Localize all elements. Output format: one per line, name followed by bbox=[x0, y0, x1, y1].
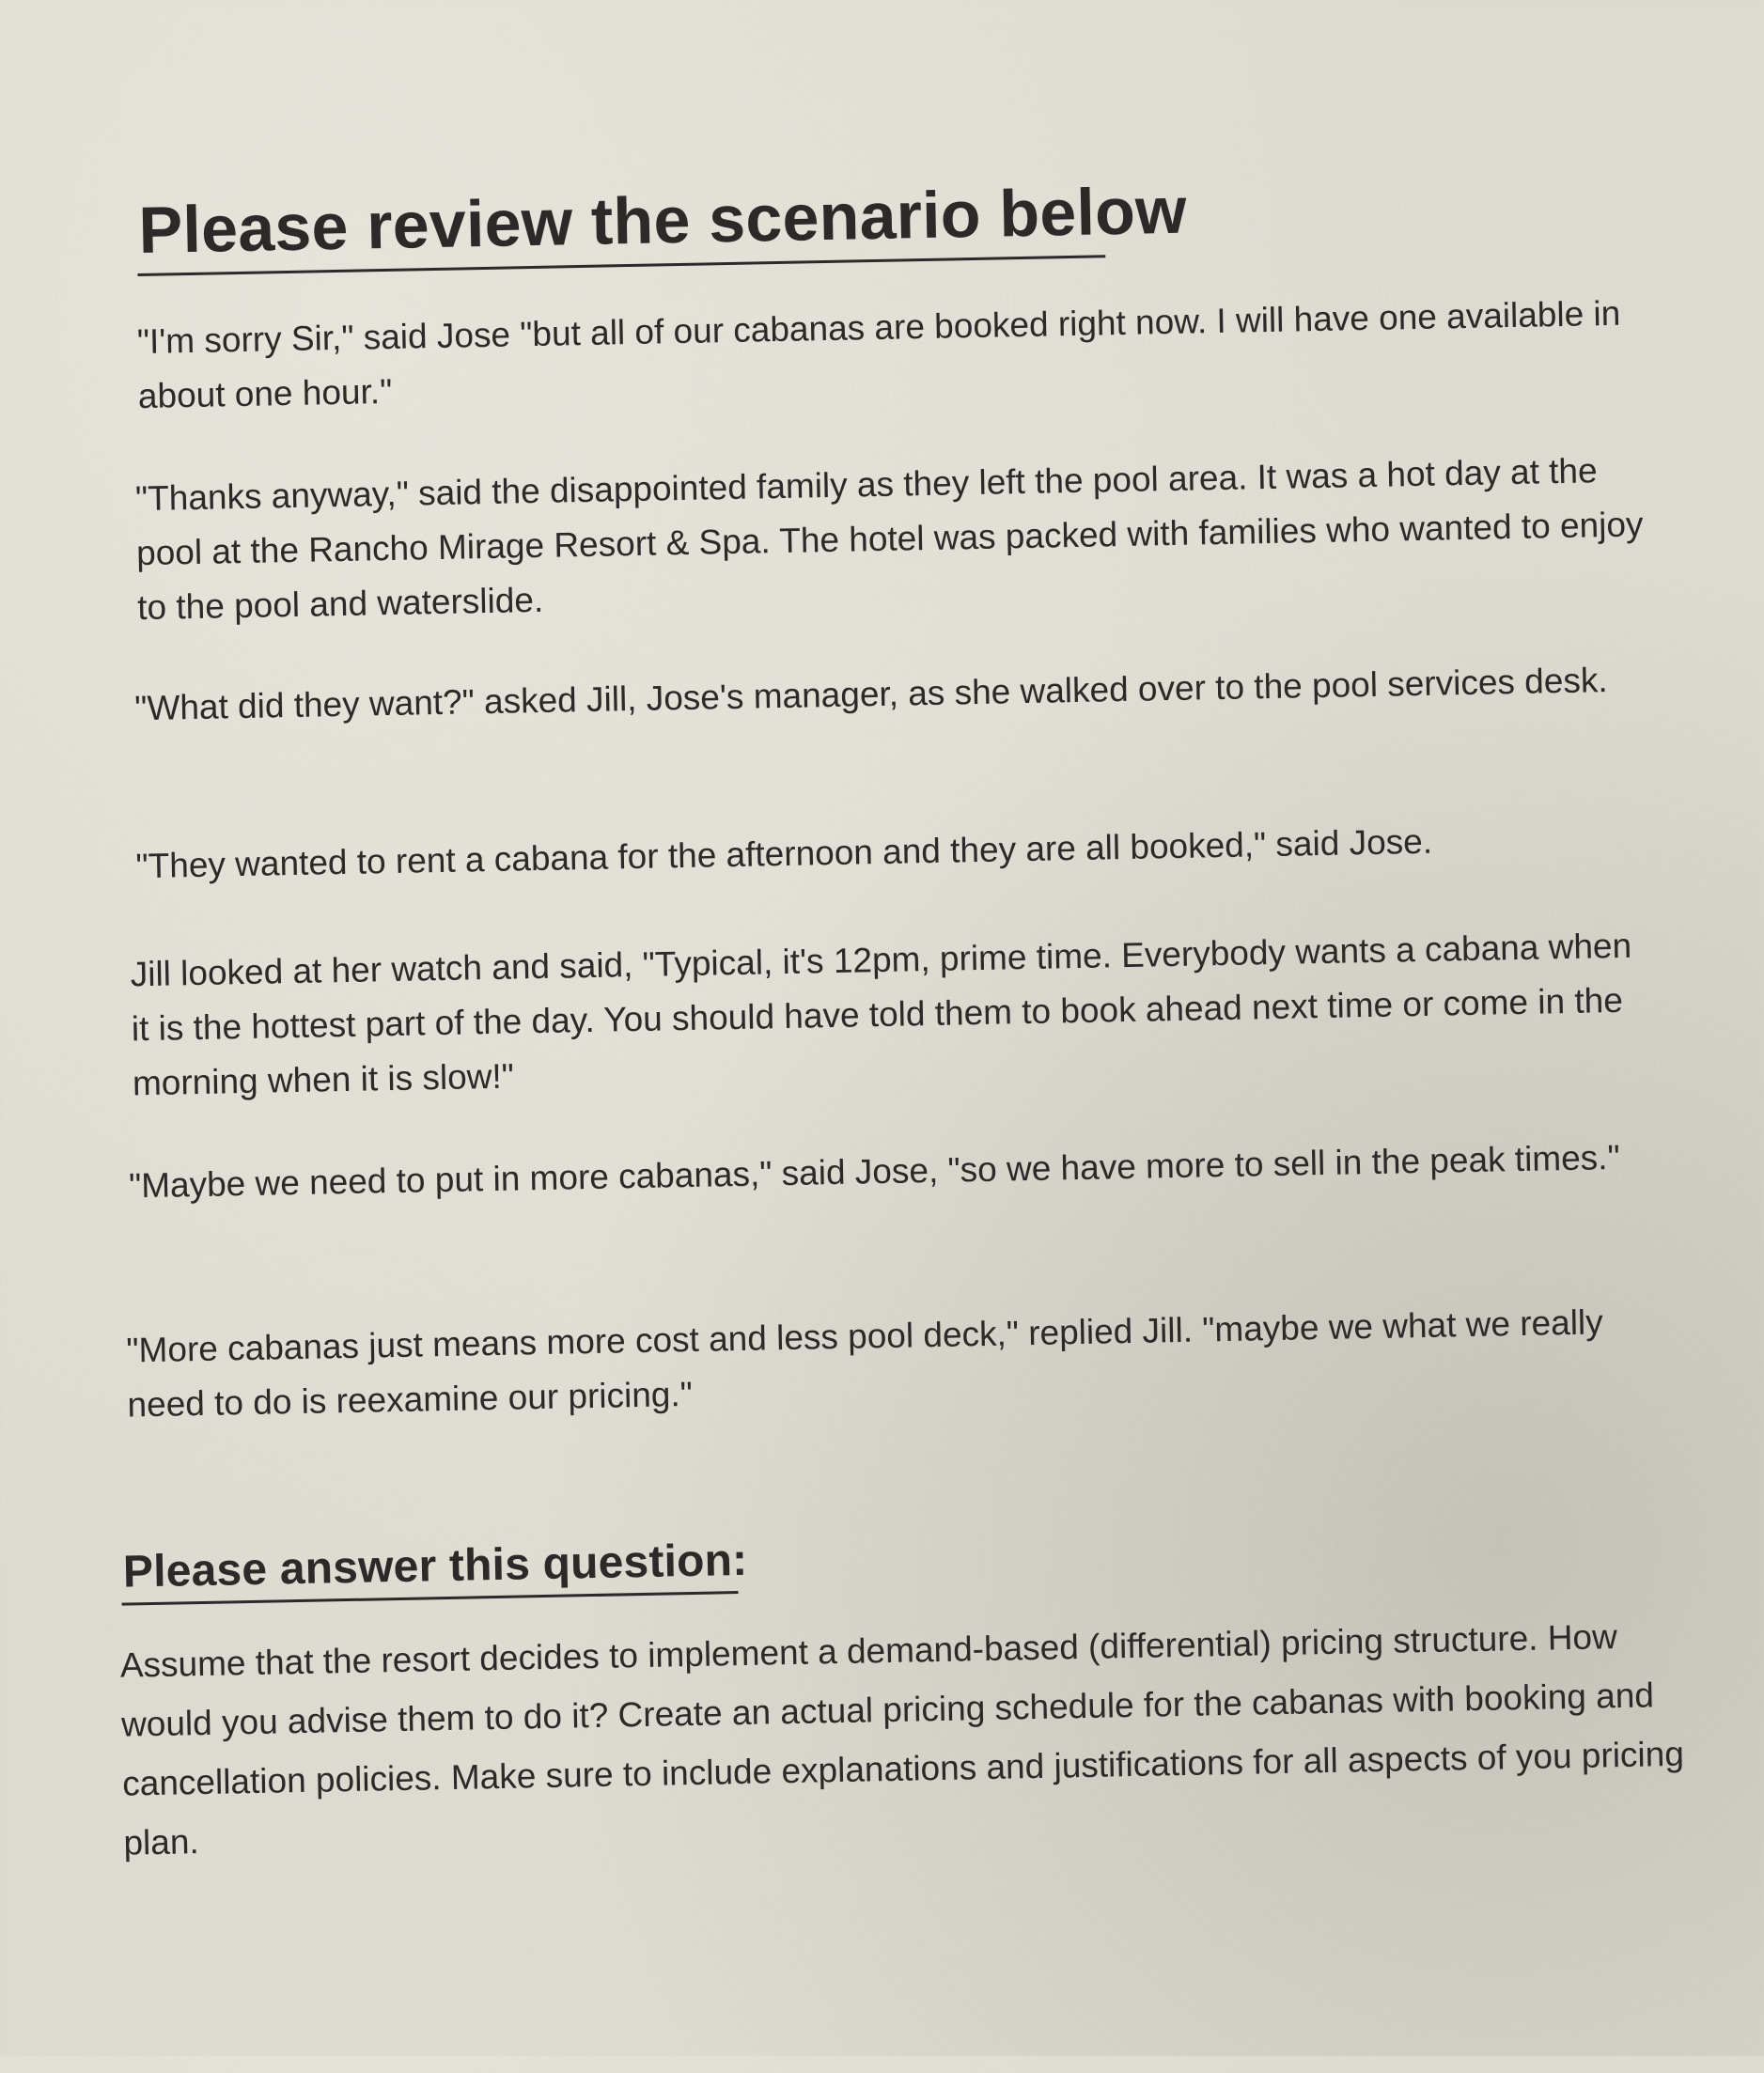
question-text: Assume that the resort decides to implement a demand-based (differential) pricing structure. How would you advise them to do it? Create an actual pricing schedule for the cabanas with booking and cancellation policies. Make sure to include explanations and justifications for all aspects of you pricing plan. bbox=[119, 1617, 1685, 1863]
scenario-paragraph-4: "They wanted to rent a cabana for the afternoon and they are all booked," said Jose. bbox=[135, 821, 1433, 886]
scenario-paragraph-1: "I'm sorry Sir," said Jose "but all of our cabanas are booked right now. I will have one available in about one hour." bbox=[136, 293, 1621, 416]
scenario-heading: Please review the scenario below bbox=[137, 173, 1188, 268]
scenario-paragraph-5: Jill looked at her watch and said, "Typical, it's 12pm, prime time. Everybody wants a cabana when it is the hottest part of the day. You should have told them to book ahead next time or come in the morning when it is slow!" bbox=[130, 926, 1632, 1103]
question-heading: Please answer this question: bbox=[122, 1535, 748, 1598]
scenario-paragraph-6: "Maybe we need to put in more cabanas," said Jose, "so we have more to sell in the peak times." bbox=[128, 1137, 1620, 1206]
scenario-paragraph-7: "More cabanas just means more cost and less pool deck," replied Jill. "maybe we what we really need to do is reexamine our pricing." bbox=[126, 1302, 1604, 1425]
scenario-paragraph-2: "Thanks anyway," said the disappointed family as they left the pool area. It was a hot day at the pool at the Rancho Mirage Resort & Spa. The hotel was packed with families who wanted to enjoy to the pool and waterslide. bbox=[134, 451, 1644, 628]
scenario-paragraph-3: "What did they want?" asked Jill, Jose's manager, as she walked over to the pool services desk. bbox=[133, 661, 1609, 728]
